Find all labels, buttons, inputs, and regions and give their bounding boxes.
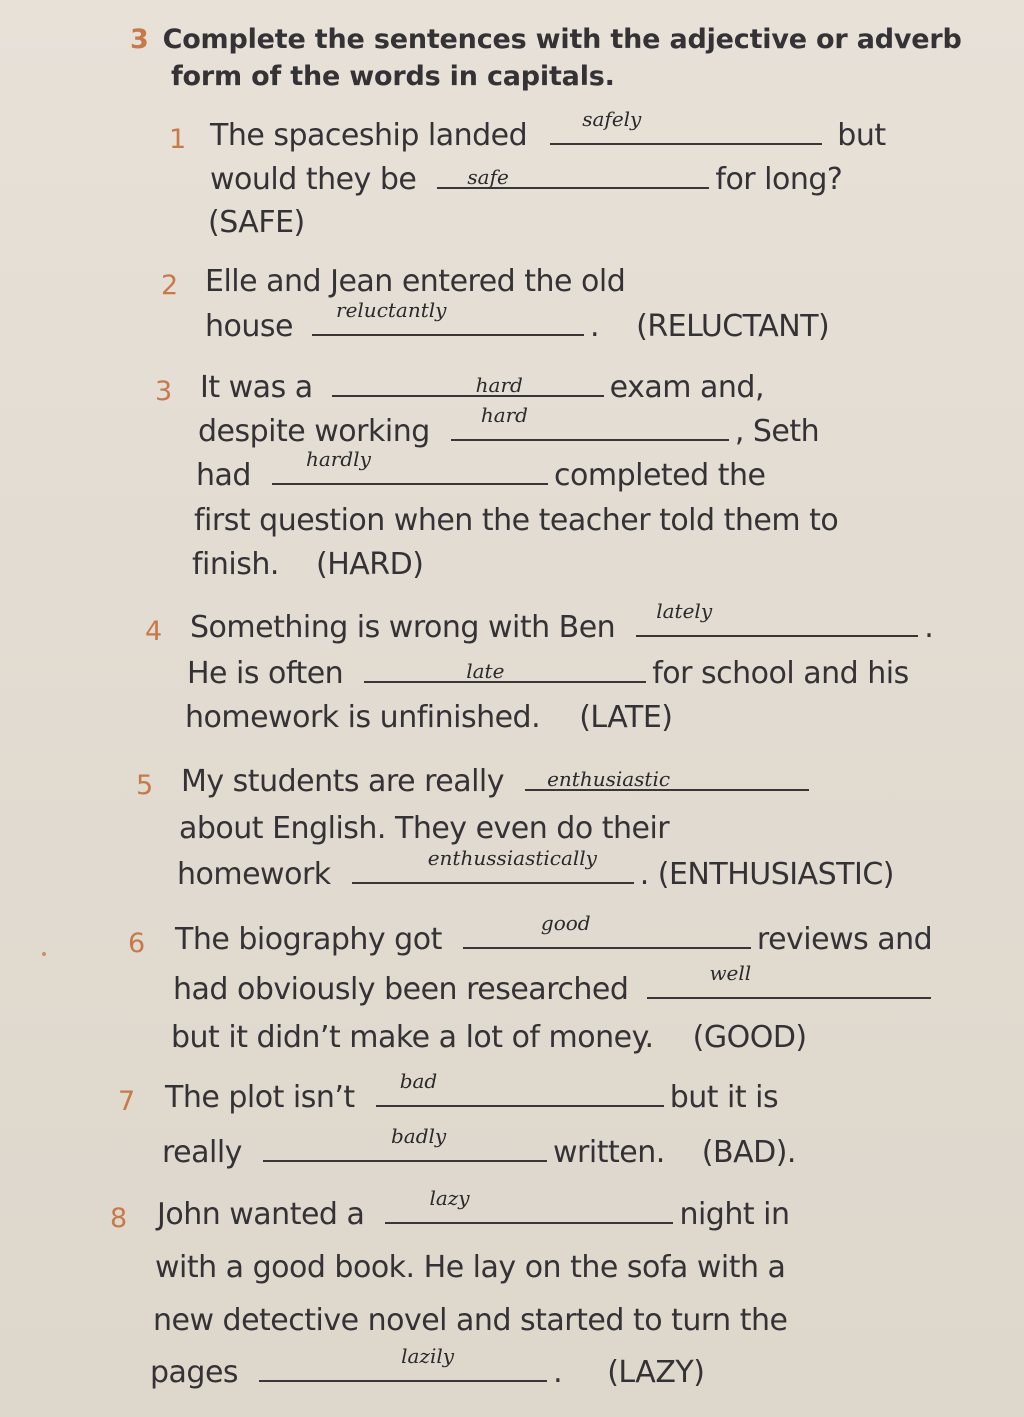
answer-blank[interactable] bbox=[376, 1069, 664, 1107]
exercise-title bbox=[130, 24, 962, 55]
sentence-text: about English. They even do their bbox=[179, 811, 670, 846]
item-6-line-1 bbox=[175, 911, 933, 957]
answer-blank[interactable] bbox=[385, 1186, 673, 1224]
answer-blank[interactable] bbox=[437, 163, 709, 189]
sentence-text: for school and his bbox=[652, 656, 909, 691]
sentence-text: really bbox=[162, 1135, 242, 1170]
handwritten-answer: safe bbox=[467, 165, 509, 189]
handwritten-answer: bad bbox=[399, 1069, 438, 1093]
handwritten-answer: hardly bbox=[306, 447, 371, 471]
sentence-text: exam and, bbox=[609, 370, 764, 405]
answer-blank[interactable] bbox=[463, 911, 751, 949]
sentence-text: . bbox=[590, 309, 600, 344]
sentence-text: finish. bbox=[192, 547, 279, 582]
answer-blank[interactable] bbox=[312, 298, 584, 336]
item-3-line-1 bbox=[200, 370, 764, 405]
capitals-word: (SAFE) bbox=[208, 205, 305, 240]
sentence-text: but bbox=[837, 118, 886, 153]
item-5-line-3 bbox=[177, 846, 894, 892]
sentence-text: He is often bbox=[187, 656, 344, 691]
item-2-line-1 bbox=[205, 264, 625, 299]
handwritten-answer: good bbox=[540, 911, 591, 935]
sentence-text: had obviously been researched bbox=[173, 972, 629, 1007]
item-1-line-3 bbox=[208, 205, 305, 240]
handwritten-answer: badly bbox=[391, 1124, 447, 1148]
sentence-text: but it is bbox=[669, 1080, 779, 1115]
answer-blank[interactable] bbox=[550, 107, 822, 145]
handwritten-answer: hard bbox=[475, 373, 523, 397]
sentence-text: first question when the teacher told them to bbox=[194, 503, 839, 538]
item-5-line-1 bbox=[181, 764, 815, 799]
answer-blank[interactable] bbox=[272, 447, 548, 485]
item-3-line-3 bbox=[196, 447, 766, 493]
answer-blank[interactable] bbox=[525, 765, 809, 791]
answer-blank[interactable] bbox=[259, 1344, 547, 1382]
item-8-line-2 bbox=[155, 1250, 785, 1285]
item-number: 3 bbox=[155, 376, 173, 407]
handwritten-answer: enthussiastically bbox=[427, 846, 597, 870]
sentence-text: It was a bbox=[200, 370, 313, 405]
item-number: 1 bbox=[169, 124, 187, 155]
stray-mark bbox=[42, 952, 46, 956]
item-8-line-4 bbox=[150, 1344, 705, 1390]
item-number: 6 bbox=[128, 928, 146, 959]
item-8-line-3 bbox=[153, 1303, 787, 1338]
item-1-line-1 bbox=[210, 107, 886, 153]
answer-blank[interactable] bbox=[451, 403, 729, 441]
sentence-text: The plot isn’t bbox=[165, 1080, 355, 1115]
handwritten-answer: lazy bbox=[429, 1186, 470, 1210]
exercise-title-line-1: Complete the sentences with the adjective or adverb bbox=[162, 24, 962, 55]
sentence-text: homework is unfinished. bbox=[185, 700, 541, 735]
item-3-line-2 bbox=[198, 403, 820, 449]
sentence-text: but it didn’t make a lot of money. bbox=[171, 1020, 654, 1055]
item-8-line-1 bbox=[157, 1186, 790, 1232]
sentence-text: reviews and bbox=[756, 922, 933, 957]
item-7-line-2 bbox=[162, 1124, 796, 1170]
sentence-text: The biography got bbox=[175, 922, 442, 957]
exercise-number: 3 bbox=[130, 24, 149, 55]
sentence-text: house bbox=[205, 309, 293, 344]
item-1-line-2 bbox=[210, 162, 842, 197]
answer-blank[interactable] bbox=[263, 1124, 547, 1162]
capitals-word: (HARD) bbox=[315, 547, 424, 582]
item-number: 4 bbox=[145, 616, 163, 647]
sentence-text: despite working bbox=[198, 414, 430, 449]
sentence-text: The spaceship landed bbox=[210, 118, 528, 153]
sentence-text: new detective novel and started to turn the bbox=[153, 1303, 788, 1338]
sentence-text: John wanted a bbox=[157, 1197, 365, 1232]
item-6-line-3 bbox=[171, 1020, 807, 1055]
answer-blank[interactable] bbox=[364, 657, 646, 683]
item-number: 8 bbox=[110, 1203, 128, 1234]
item-4-line-1 bbox=[190, 599, 934, 645]
item-2-line-2 bbox=[205, 298, 830, 344]
item-number: 2 bbox=[161, 270, 179, 301]
item-5-line-2 bbox=[179, 811, 669, 846]
sentence-text: . bbox=[924, 610, 934, 645]
handwritten-answer: lately bbox=[656, 599, 713, 623]
capitals-word: (LAZY) bbox=[607, 1355, 705, 1390]
answer-blank[interactable] bbox=[636, 599, 918, 637]
sentence-text: night in bbox=[679, 1197, 790, 1232]
sentence-text: completed the bbox=[554, 458, 766, 493]
handwritten-answer: enthusiastic bbox=[547, 767, 671, 791]
capitals-word: (RELUCTANT) bbox=[636, 309, 830, 344]
item-3-line-4 bbox=[194, 503, 838, 538]
handwritten-answer: safely bbox=[582, 107, 642, 131]
sentence-text: , Seth bbox=[734, 414, 820, 449]
item-6-line-2 bbox=[173, 961, 937, 1007]
sentence-text: pages bbox=[150, 1355, 239, 1390]
capitals-word: (LATE) bbox=[579, 700, 673, 735]
handwritten-answer: lazily bbox=[401, 1344, 455, 1368]
answer-blank[interactable] bbox=[352, 846, 634, 884]
sentence-text: . (ENTHUSIASTIC) bbox=[639, 857, 894, 892]
handwritten-answer: late bbox=[466, 659, 505, 683]
item-4-line-3 bbox=[185, 700, 672, 735]
item-number: 5 bbox=[136, 770, 154, 801]
sentence-text: written. bbox=[553, 1135, 665, 1170]
sentence-text: for long? bbox=[715, 162, 843, 197]
capitals-word: (BAD). bbox=[701, 1135, 796, 1170]
capitals-word: (GOOD) bbox=[692, 1020, 807, 1055]
item-number: 7 bbox=[118, 1086, 136, 1117]
exercise-title-line-2: form of the words in capitals. bbox=[171, 61, 615, 92]
sentence-text: had bbox=[196, 458, 251, 493]
item-3-line-5 bbox=[192, 547, 423, 582]
sentence-text: My students are really bbox=[181, 764, 505, 799]
item-7-line-1 bbox=[165, 1069, 779, 1115]
sentence-text: . bbox=[553, 1355, 563, 1390]
item-4-line-2 bbox=[187, 656, 909, 691]
sentence-text: with a good book. He lay on the sofa with a bbox=[155, 1250, 786, 1285]
exercise-title-cont bbox=[171, 61, 615, 92]
answer-blank[interactable] bbox=[647, 961, 931, 999]
sentence-text: would they be bbox=[210, 162, 417, 197]
sentence-text: Something is wrong with Ben bbox=[190, 610, 616, 645]
answer-blank[interactable] bbox=[332, 371, 604, 397]
sentence-text: Elle and Jean entered the old bbox=[205, 264, 626, 299]
handwritten-answer: well bbox=[709, 961, 752, 985]
handwritten-answer: reluctantly bbox=[336, 298, 447, 322]
handwritten-answer: hard bbox=[480, 403, 528, 427]
sentence-text: homework bbox=[177, 857, 331, 892]
